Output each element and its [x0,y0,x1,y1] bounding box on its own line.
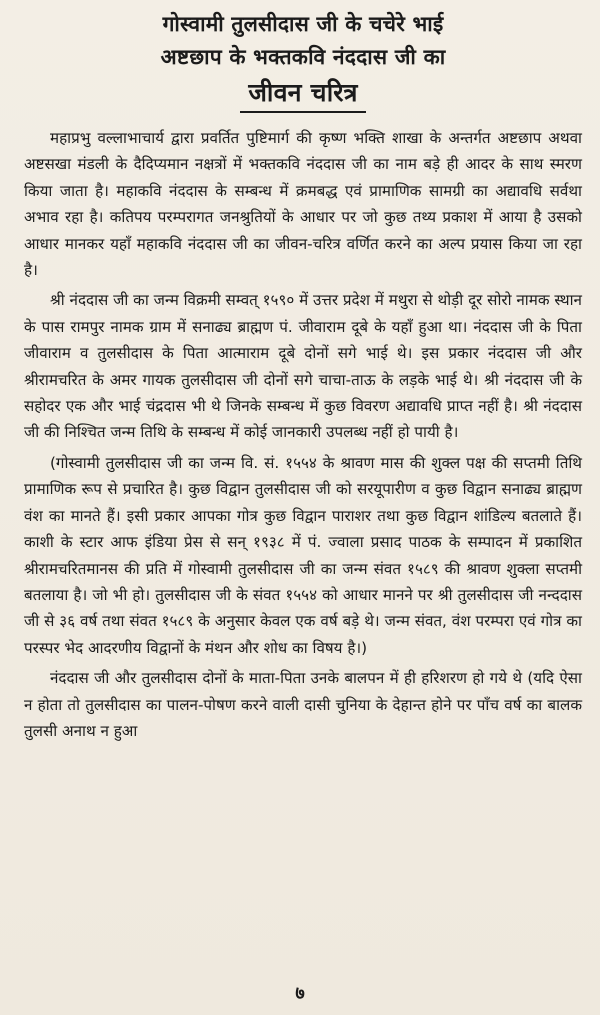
paragraph-4: नंददास जी और तुलसीदास दोनों के माता-पिता उनके बालपन में ही हरिशरण हो गये थे (यदि ऐसा न होता तो तुलसीदास का पालन-पोषण करने वाली दासी चुनिया के देहान्त होने पर पाँच वर्ष का बालक तुलसी अनाथ न हुआ [24,669,582,740]
heading-line-3: जीवन चरित्र [240,75,365,113]
heading-line-1: गोस्वामी तुलसीदास जी के चचेरे भाई [162,12,444,36]
page-number: ७ [295,983,305,1004]
paragraph-1: महाप्रभु वल्लाभाचार्य द्वारा प्रवर्तित पुष्टिमार्ग की कृष्ण भक्ति शाखा के अन्तर्गत अष्टछाप अथवा अष्टसखा मंडली के दैदिप्यमान नक्षत्रों में भक्तकवि नंददास जी का नाम बड़े ही आदर के साथ स्मरण किया जाता है। महाकवि नंददास के सम्बन्ध में क्रमबद्ध एवं प्रामाणिक सामग्री का अद्यावधि सर्वथा अभाव रहा है। कतिपय परम्परागत जनश्रुतियों के आधार पर जो कुछ तथ्य प्रकाश में आया है उसको आधार मानकर यहाँ महाकवि नंददास जी का जीवन-चरित्र वर्णित करने का अल्प प्रयास किया जा रहा है। [24,129,582,280]
paragraph-3: (गोस्वामी तुलसीदास जी का जन्म वि. सं. १५५४ के श्रावण मास की शुक्ल पक्ष की सप्तमी तिथि प्रामाणिक रूप से प्रचारित है। कुछ विद्वान तुलसीदास जी को सरयूपारीण व कुछ विद्वान सनाढ्य ब्राह्मण वंश का मानते हैं। इसी प्रकार आपका गोत्र कुछ विद्वान पाराशर तथा कुछ विद्वान शांडिल्य बतलाते हैं। काशी के स्टार आफ इंडिया प्रेस से सन् १९३८ में पं. ज्वाला प्रसाद पाठक के सम्पादन में प्रकाशित श्रीरामचरितमानस की प्रति में गोस्वामी तुलसीदास जी का जन्म संवत १५८९ की श्रावण शुक्ला सप्तमी बतलाया है। जो भी हो। तुलसीदास जी के संवत १५५४ को आधार मानने पर श्री तुलसीदास जी नन्ददास जी से ३६ वर्ष तथा संवत १५८९ के अनुसार केवल एक वर्ष बड़े थे। जन्म संवत, वंश परम्परा एवं गोत्र का परस्पर भेद आदरणीय विद्वानों के मंथन और शोध का विषय है।) [24,453,582,657]
heading-line-2: अष्टछाप के भक्तकवि नंददास जी का [160,45,446,69]
body-text [24,125,582,744]
paragraph-2: श्री नंददास जी का जन्म विक्रमी सम्वत् १५९० में उत्तर प्रदेश में मथुरा से थोड़ी दूर सोरो नामक स्थान के पास रामपुर नामक ग्राम में सनाढ्य ब्राह्मण पं. जीवाराम दूबे के यहाँ हुआ था। नंददास जी के पिता जीवाराम व तुलसीदास के पिता आत्माराम दूबे दोनों सगे भाई थे। इस प्रकार नंददास जी और श्रीरामचरित के अमर गायक तुलसीदास जी दोनों सगे चाचा-ताऊ के लड़के भाई थे। श्री नंददास जी के सहोदर एक और भाई चंद्रदास भी थे जिनके सम्बन्ध में कुछ विवरण अद्यावधि प्राप्त नहीं है। श्री नंददास जी की निश्चित जन्म तिथि के सम्बन्ध में कोई जानकारी उपलब्ध नहीं हो पायी है। [24,291,582,442]
chapter-heading [24,8,582,113]
